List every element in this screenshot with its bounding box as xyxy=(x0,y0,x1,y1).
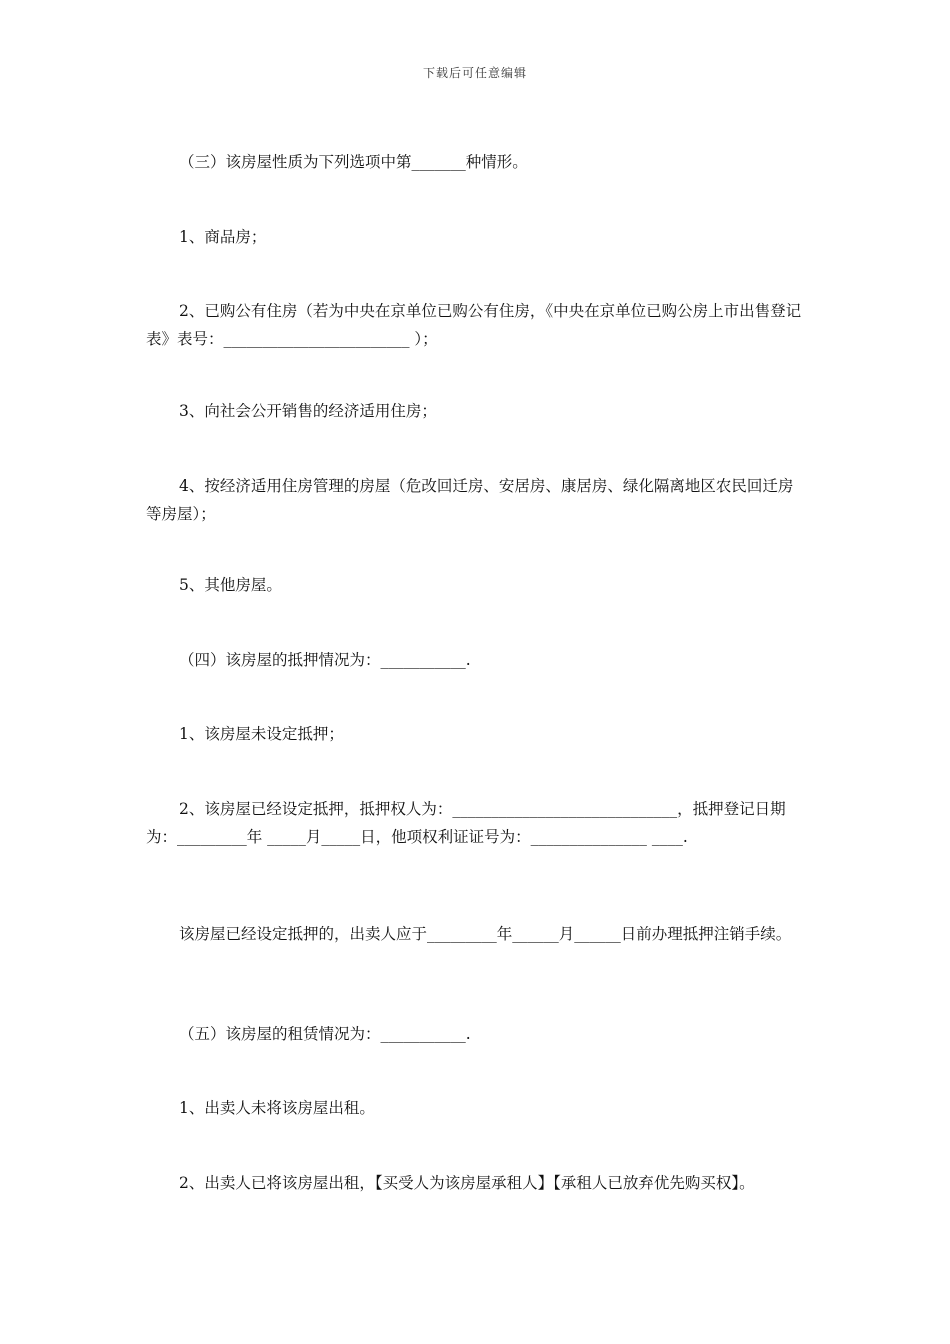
paragraph-mortgage-cancellation: 该房屋已经设定抵押的，出卖人应于_________年______月______日前办理抵押注销手续。 xyxy=(179,925,792,943)
paragraph-section-3-title: （三）该房屋性质为下列选项中第_______种情形。 xyxy=(179,153,528,171)
paragraph-lease-option-1: 1、出卖人未将该房屋出租。 xyxy=(179,1099,375,1117)
paragraph-option-3: 3、向社会公开销售的经济适用住房； xyxy=(179,402,437,420)
paragraph-option-1: 1、商品房； xyxy=(179,228,267,246)
paragraph-section-5-title: （五）该房屋的租赁情况为：___________. xyxy=(179,1025,471,1043)
paragraph-option-2: 2、已购公有住房（若为中央在京单位已购公有住房，《中央在京单位已购公房上市出售登记表》表号：________________________ ）； xyxy=(146,302,802,348)
paragraph-option-5: 5、其他房屋。 xyxy=(179,576,282,594)
paragraph-lease-option-2: 2、出卖人已将该房屋出租，【买受人为该房屋承租人】【承租人已放弃优先购买权】。 xyxy=(179,1174,755,1192)
page-header: 下载后可任意编辑 xyxy=(422,66,527,80)
paragraph-option-4: 4、按经济适用住房管理的房屋（危改回迁房、安居房、康居房、绿化隔离地区农民回迁房等房屋）； xyxy=(146,477,794,523)
paragraph-section-4-title: （四）该房屋的抵押情况为：___________. xyxy=(179,651,471,669)
paragraph-mortgage-option-2: 2、该房屋已经设定抵押，抵押权人为：_____________________________，抵押登记日期为：_________年 _____月_____日，他项权利证证号为：_______________ ____. xyxy=(146,800,786,846)
paragraph-mortgage-option-1: 1、该房屋未设定抵押； xyxy=(179,725,344,743)
